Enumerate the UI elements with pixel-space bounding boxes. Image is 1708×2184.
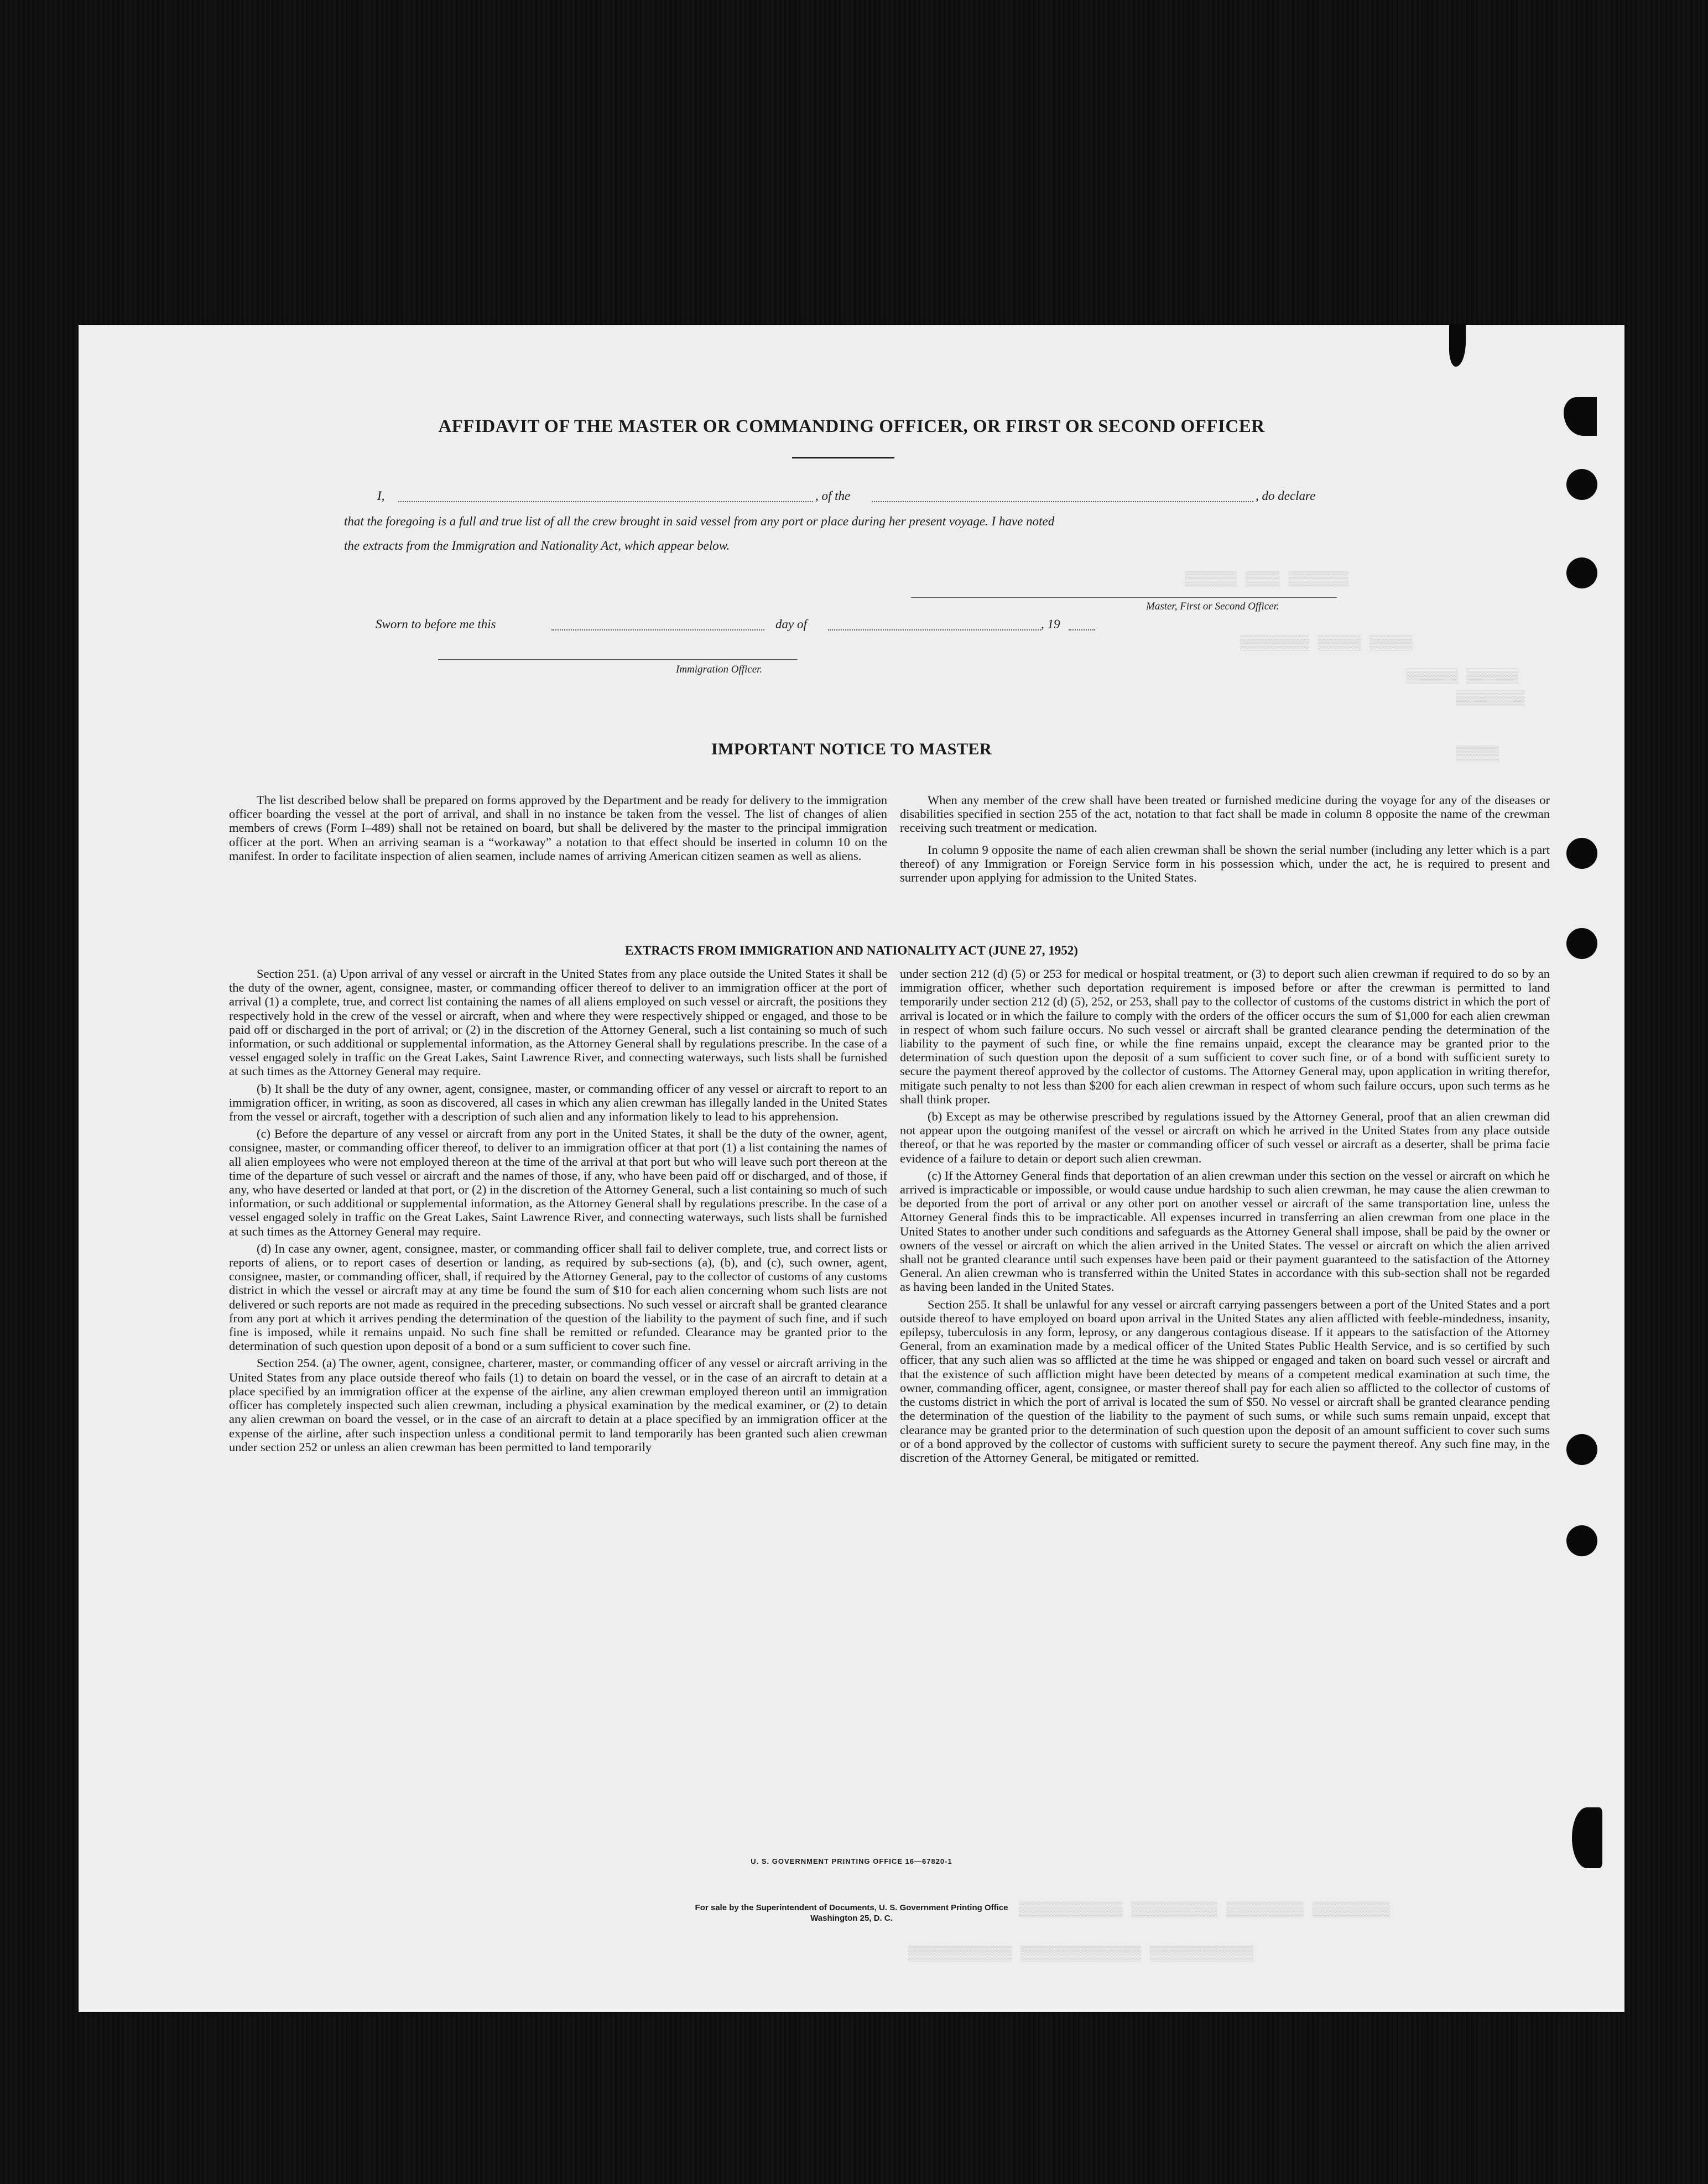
year-label: , 19 (1041, 617, 1060, 631)
corner-tear (1449, 325, 1466, 367)
affidavit-title: AFFIDAVIT OF THE MASTER OR COMMANDING OFFICER, OR FIRST OR SECOND OFFICER (438, 416, 1265, 436)
sworn-year-field[interactable] (1069, 629, 1095, 630)
document-page (79, 325, 1624, 2012)
declarant-label: I, (377, 489, 385, 503)
notice-paragraph: In column 9 opposite the name of each alien crewman shall be shown the serial number (including any letter which is a part thereof) of any Immigration or Foreign Service form in his possession which, under the act, he is required to present and surrender upon applying for admission to the United States. (900, 842, 1550, 885)
punch-hole (1566, 469, 1597, 500)
punch-hole (1566, 1434, 1597, 1465)
vessel-name-field[interactable] (872, 501, 1253, 502)
bleed-through-texture: ▒▒▒▒▒▒▒▒ (1456, 690, 1525, 707)
master-signature-label: Master, First or Second Officer. (1146, 601, 1279, 612)
sale-notice-line: Washington 25, D. C. (810, 1914, 893, 1923)
notice-title: IMPORTANT NOTICE TO MASTER (711, 740, 992, 758)
punch-hole (1566, 557, 1597, 588)
section-251a: Section 251. (a) Upon arrival of any vessel or aircraft in the United States from any place outside the United States it shall be the duty of the owner, agent, consignee, master, or commanding officer thereof to deliver to an immigration officer at the port of arrival (1) a complete, true, and correct list containing the names of all aliens employed on such vessel or aircraft, the positions they respectively hold in the crew of the vessel or aircraft, when and where they were respectively shipped or engaged, and those to be paid off or discharged in the port of arrival; or (2) in the discretion of the Attorney General, such a list containing so much of such information, or such additional or supplemental information, as the Attorney General shall by regulations prescribe. In the case of a vessel engaged solely in traffic on the Great Lakes, Saint Lawrence River, and connecting waterways, such lists shall be furnished at such times as the Attorney General may require. (229, 967, 887, 1078)
master-signature-field[interactable] (911, 597, 1337, 598)
notice-right-column (900, 793, 1550, 888)
bleed-through-texture: ▒▒▒▒▒ ▒▒▒▒▒ ▒▒▒▒▒▒▒▒ (1240, 635, 1413, 651)
punch-hole (1566, 838, 1597, 869)
punch-hole (1566, 1525, 1597, 1556)
section-251c: (c) Before the departure of any vessel or aircraft from any port in the United States, it shall be the duty of the owner, agent, consignee, master, or commanding officer thereof, to deliver to an immigration officer at that port (1) a list containing the names of all alien employees who were not employed thereon at the time of the arrival at that port but who will leave such port thereon at the time of the departure of such vessel or aircraft and the names of those, if any, who have been paid off or discharged, and of those, if any, who have deserted or landed at that port, or (2) in the discretion of the Attorney General, such a list containing so much of such information, or such additional or supplemental information, as the Attorney General shall by regulations prescribe. In the case of a vessel engaged solely in traffic on the Great Lakes, Saint Lawrence River, and connecting waterways, such lists shall be furnished at such times as the Attorney General may require. (229, 1127, 887, 1238)
bleed-through-texture: ▒▒▒▒▒▒▒▒▒▒▒▒ ▒▒▒▒▒▒▒▒▒▒▒▒▒▒ ▒▒▒▒▒▒▒▒▒▒▒▒ (908, 1946, 1254, 1962)
section-254b: (b) Except as may be otherwise prescribed by regulations issued by the Attorney General, proof that an alien crewman did not appear upon the outgoing manifest of the vessel or aircraft on which he arrived in the United States from any place outside thereof, or that he was reported by the master or commanding officer of such vessel or aircraft as a deserter, shall be prima facie evidence of a failure to detain or deport such alien crewman. (900, 1109, 1550, 1165)
immigration-officer-signature-field[interactable] (438, 659, 798, 660)
gpo-imprint: U. S. GOVERNMENT PRINTING OFFICE 16—67820-1 (751, 1857, 952, 1865)
bleed-through-texture: ▒▒▒▒▒ (1456, 746, 1499, 762)
declarant-name-field[interactable] (398, 501, 813, 502)
affidavit-statement-line: that the foregoing is a full and true list of all the crew brought in said vessel from any port or place during her present voyage. I have noted (344, 514, 1055, 528)
title-rule (792, 457, 894, 458)
section-255: Section 255. It shall be unlawful for any vessel or aircraft carrying passengers between a port of the United States and a port outside thereof to have employed on board upon arrival in the United States any alien afflicted with feeble-mindedness, insanity, epilepsy, tuberculosis in any form, leprosy, or any dangerous contagious disease. If it appears to the satisfaction of the Attorney General, from an examination made by a medical officer of the United States Public Health Service, and is so certified by such officer, that any such alien was so afflicted at the time he was shipped or engaged and taken on board such vessel or aircraft and that the existence of such affliction might have been detected by means of a competent medical examination at such time, the owner, commanding officer, agent, consignee, or master thereof shall pay for each alien so afflicted to the collector of customs of the customs district in which the port of arrival is located the sum of $50. No vessel or aircraft shall be granted clearance pending the determination of the question of the liability to the payment of such sums, or while such sums remain unpaid, except that clearance may be granted prior to the determination of such question upon the deposit of an amount sufficient to cover such sums or of a bond approved by the collector of customs with sufficient surety to secure the payment thereof. Any such fine may, in the discretion of the Attorney General, be mitigated or remitted. (900, 1297, 1550, 1464)
day-of-label: day of (775, 617, 807, 631)
notice-left-column (229, 793, 887, 866)
bleed-through-texture: ▒▒▒▒▒▒▒ ▒▒▒▒ ▒▒▒▒▒▒ (1185, 571, 1349, 588)
immigration-officer-label: Immigration Officer. (676, 664, 763, 675)
affidavit-statement-line: the extracts from the Immigration and Nationality Act, which appear below. (344, 539, 730, 552)
extracts-title: EXTRACTS FROM IMMIGRATION AND NATIONALITY ACT (JUNE 27, 1952) (625, 944, 1078, 957)
bleed-through-texture: ▒▒▒▒▒▒ ▒▒▒▒▒▒ (1406, 668, 1518, 685)
vessel-label: , of the (815, 489, 851, 503)
section-251d: (d) In case any owner, agent, consignee, master, or commanding officer shall fail to deliver complete, true, and correct lists or reports of aliens, or to report cases of desertion or landing, as required by sub-sections (a), (b), and (c), such owner, agent, consignee, master, or commanding officer, shall, if required by the Attorney General, pay to the collector of customs of any customs district in which the vessel or aircraft may at any time be found the sum of $10 for each alien concerning whom such lists are not delivered or such reports are not made as required in the preceding subsections. No such vessel or aircraft shall be granted clearance from any port at which it arrives pending the determination of the question of the liability to the payment of such fine, and if such fine is imposed, while it remains unpaid. No such fine shall be remitted or refunded. Clearance may be granted prior to the determination of such question upon deposit of a bond or a sum sufficient to cover such fine. (229, 1241, 887, 1353)
sale-notice-line: For sale by the Superintendent of Documents, U. S. Government Printing Office (695, 1903, 1008, 1912)
section-251b: (b) It shall be the duty of any owner, agent, consignee, master, or commanding officer of any vessel or aircraft to report to an immigration officer, in writing, as soon as discovered, all cases in which any alien crewman has illegally landed in the United States from the vessel or aircraft, together with a description of such alien and any information likely to lead to his apprehension. (229, 1081, 887, 1124)
notice-paragraph: The list described below shall be prepared on forms approved by the Department and be ready for delivery to the immigration officer boarding the vessel at the port of arrival, and shall in no instance be taken from the vessel. The list of changes of alien members of crews (Form I–489) shall not be retained on board, but shall be delivered by the master to the principal immigration officer at the port. When an arriving seaman is a “workaway” a notation to that effect should be inserted in column 10 on the manifest. In order to facilitate inspection of alien seamen, include names of arriving American citizen seamen as well as aliens. (229, 793, 887, 863)
section-254c: (c) If the Attorney General finds that deportation of an alien crewman under this section on the vessel or aircraft on which he arrived is impracticable or impossible, or would cause undue hardship to such alien crewman, he may cause the alien crewman to be deported from the port of arrival or any other port on another vessel or aircraft of the same transportation line, unless the Attorney General finds this to be impracticable. All expenses incurred in transferring an alien crewman from one place in the United States to another under such conditions and safeguards as the Attorney General shall impose, shall be paid by the owner or owners of the vessel or aircraft on which the alien arrived in the United States. The vessel or aircraft on which the alien arrived shall not be granted clearance until such expenses have been paid or their payment guaranteed to the satisfaction of the Attorney General. An alien crewman who is transferred within the United States in accordance with this sub-section shall not be regarded as having been landed in the United States. (900, 1168, 1550, 1294)
sworn-label: Sworn to before me this (376, 617, 496, 631)
extracts-right-column (900, 967, 1550, 1468)
section-254a-continued: under section 212 (d) (5) or 253 for medical or hospital treatment, or (3) to deport such alien crewman if required to do so by an immigration officer, whether such deportation requirement is imposed before or after the crewman is permitted to land temporarily under section 212 (d) (5), 252, or 253, shall pay to the collector of customs of the customs district in which the port of arrival is located or in which the failure to comply with the orders of the officer occurs the sum of $1,000 for each alien crewman in respect of whom such failure occurs. No such vessel or aircraft shall be granted clearance pending the determination of the liability to the payment of such fine, or while the fine remains unpaid, except the clearance may be granted prior to the determination of such question upon the deposit of a sum sufficient to cover such fine, or of a bond with sufficient surety to secure the payment thereof approved by the collector of customs. The Attorney General may, upon application in writing therefor, mitigate such penalty to not less than $200 for each alien crewman in respect of whom such failure occurs, upon such terms as he shall think proper. (900, 967, 1550, 1106)
sworn-month-field[interactable] (828, 629, 1041, 630)
sworn-day-field[interactable] (551, 629, 764, 630)
bleed-through-texture: ▒▒▒▒▒▒▒▒▒ ▒▒▒▒▒▒▒▒▒ ▒▒▒▒▒▒▒▒▒▒ ▒▒▒▒▒▒▒▒▒▒▒▒ (1019, 1901, 1390, 1918)
notice-paragraph: When any member of the crew shall have been treated or furnished medicine during the voyage for any of the diseases or disabilities specified in section 255 of the act, notation to that fact shall be made in column 8 opposite the name of the crewman receiving such treatment or medication. (900, 793, 1550, 835)
declare-label: , do declare (1256, 489, 1316, 503)
section-254a: Section 254. (a) The owner, agent, consignee, charterer, master, or commanding officer of any vessel or aircraft arriving in the United States from any place outside thereof who fails (1) to detain on board the vessel, or in the case of an aircraft to detain at a place specified by an immigration officer at the expense of the airline, any alien crewman employed thereon until an immigration officer has completely inspected such alien crewman, including a physical examination by the medical examiner, or (2) to detain any alien crewman on board the vessel, or in the case of an aircraft to detain at a place specified by an immigration officer at the expense of the airline, after such inspection unless a conditional permit to land temporarily has been granted such alien crewman under section 252 or unless an alien crewman has been permitted to land temporarily (229, 1356, 887, 1454)
sale-notice (79, 1902, 1624, 1924)
extracts-left-column (229, 967, 887, 1457)
